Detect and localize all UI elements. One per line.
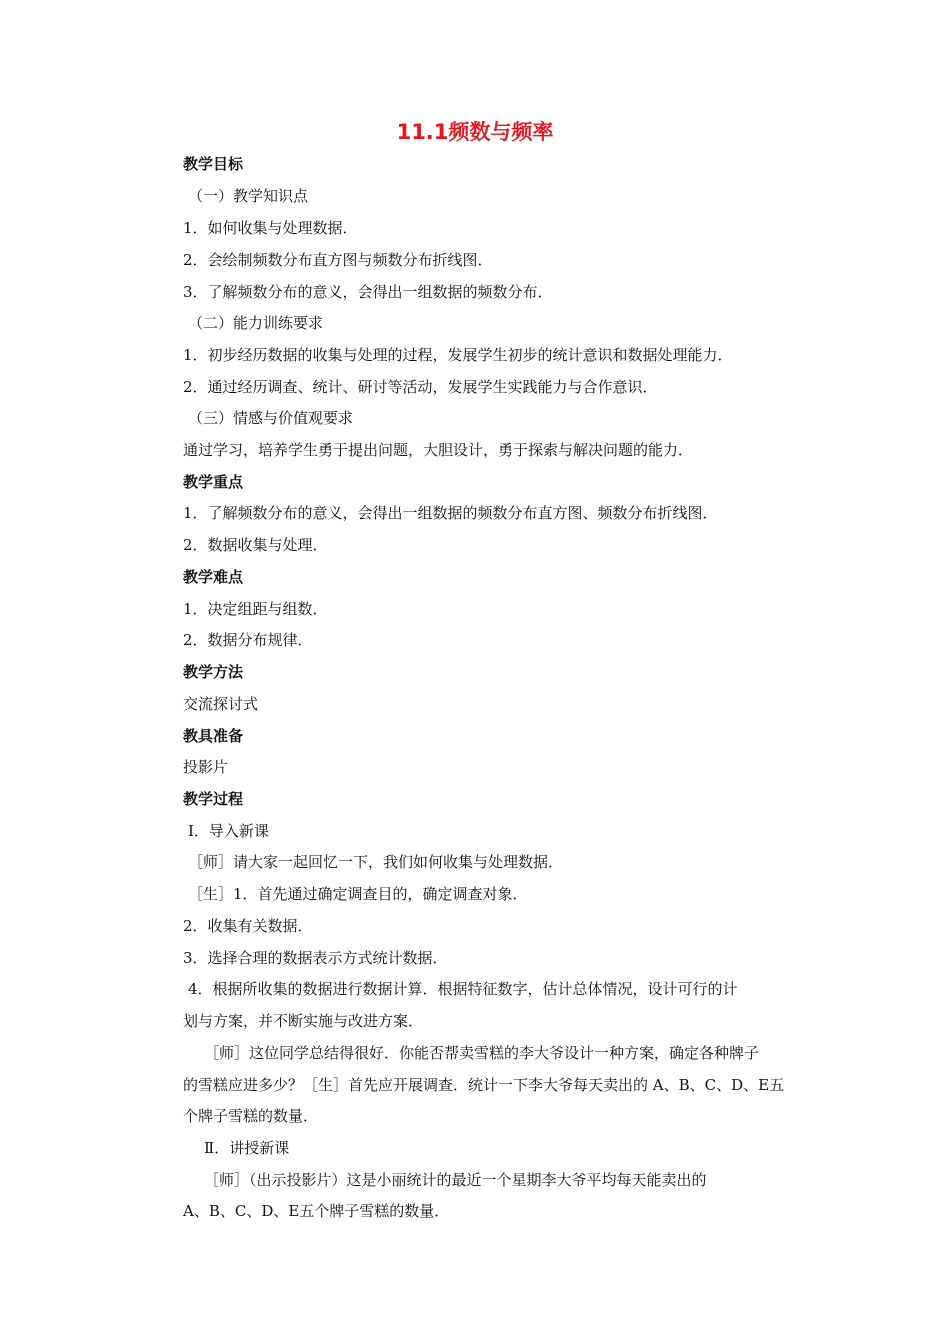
page-title: 11.1频数与频率 — [396, 120, 554, 144]
heading-teaching-method: 教学方法 — [183, 663, 244, 681]
heading-teaching-tools: 教具准备 — [183, 727, 244, 745]
section-new-lesson: Ⅱ．讲授新课 — [204, 1139, 290, 1157]
text-line: 3．选择合理的数据表示方式统计数据． — [183, 949, 448, 967]
subheading-knowledge-points: （一）教学知识点 — [188, 187, 309, 205]
text-line: 4．根据所收集的数据进行数据计算．根据特征数字，估计总体情况，设计可行的计 — [188, 980, 738, 998]
text-line: 个牌子雪糕的数量． — [183, 1107, 319, 1125]
text-line: 2．数据分布规律． — [183, 631, 313, 649]
text-line: ［生］1．首先通过确定调查目的，确定调查对象． — [188, 885, 528, 903]
text-line: 投影片 — [183, 758, 229, 776]
text-line: 1．如何收集与处理数据． — [183, 219, 358, 237]
heading-teaching-goals: 教学目标 — [183, 155, 244, 173]
section-intro: Ⅰ．导入新课 — [188, 822, 269, 840]
subheading-values-requirements: （三）情感与价值观要求 — [188, 409, 354, 427]
text-line: 1．初步经历数据的收集与处理的过程，发展学生初步的统计意识和数据处理能力． — [183, 346, 733, 364]
text-line: 通过学习，培养学生勇于提出问题，大胆设计，勇于探索与解决问题的能力． — [183, 441, 694, 459]
text-line: 2．通过经历调查、统计、研讨等活动，发展学生实践能力与合作意识． — [183, 378, 658, 396]
text-line: 2．收集有关数据． — [183, 917, 313, 935]
heading-key-points: 教学重点 — [183, 473, 244, 491]
text-line: 的雪糕应进多少？［生］首先应开展调查．统计一下李大爷每天卖出的 A、B、C、D、E五 — [183, 1076, 785, 1094]
heading-difficulties: 教学难点 — [183, 568, 244, 586]
text-line: 交流探讨式 — [183, 695, 259, 713]
text-line: 2．数据收集与处理． — [183, 536, 328, 554]
text-line: 划与方案，并不断实施与改进方案． — [183, 1012, 424, 1030]
text-line: ［师］（出示投影片）这是小丽统计的最近一个星期李大爷平均每天能卖出的 — [204, 1171, 707, 1189]
text-line: 3．了解频数分布的意义，会得出一组数据的频数分布． — [183, 283, 553, 301]
subheading-ability-requirements: （二）能力训练要求 — [188, 314, 324, 332]
heading-teaching-process: 教学过程 — [183, 790, 244, 808]
text-line: 2．会绘制频数分布直方图与频数分布折线图． — [183, 251, 493, 269]
text-line: ［师］请大家一起回忆一下，我们如何收集与处理数据． — [188, 853, 564, 871]
text-line: 1．决定组距与组数． — [183, 600, 328, 618]
text-line: ［师］这位同学总结得很好．你能否帮卖雪糕的李大爷设计一种方案，确定各种牌子 — [204, 1044, 760, 1062]
text-line: 1．了解频数分布的意义，会得出一组数据的频数分布直方图、频数分布折线图． — [183, 504, 718, 522]
text-line: A、B、C、D、E五个牌子雪糕的数量． — [183, 1202, 450, 1220]
